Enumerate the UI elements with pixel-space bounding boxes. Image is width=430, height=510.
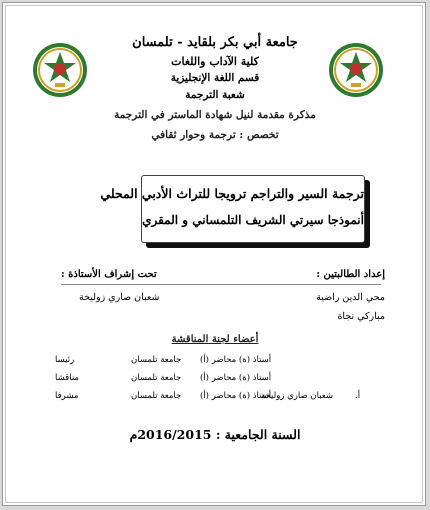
student-name-2: مباركي نجاة bbox=[337, 311, 385, 322]
document-page bbox=[2, 2, 426, 506]
thesis-title-line-2: أنموذجا سيرتي الشريف التلمساني و المقري bbox=[142, 213, 364, 227]
thesis-title-line-1: ترجمة السير والتراجم ترويجا للتراث الأدبي المحلي bbox=[100, 186, 364, 201]
specialty: تخصص : ترجمة وحوار ثقافي bbox=[151, 129, 279, 141]
jury-name: شعبان صاري زوليخة bbox=[261, 391, 333, 401]
jury-row bbox=[3, 391, 427, 405]
jury-title: أعضاء لجنة المناقشة bbox=[171, 334, 259, 345]
university-name: جامعة أبي بكر بلقايد - تلمسان bbox=[132, 35, 298, 50]
faculty-name: كلية الآداب واللغات bbox=[171, 55, 259, 68]
thesis-title-box bbox=[100, 175, 365, 243]
supervisor-label: تحت إشراف الأستاذة : bbox=[61, 269, 157, 280]
jury-row bbox=[3, 373, 427, 387]
jury-role: مناقشا bbox=[55, 373, 79, 383]
student-name-1: محي الدين راضية bbox=[316, 292, 385, 303]
jury-rank: أستاذ (ة) محاضر (أ) bbox=[200, 355, 272, 365]
thesis-type: مذكرة مقدمة لنيل شهادة الماستر في الترجمة bbox=[114, 109, 316, 121]
jury-letter: أ. bbox=[355, 391, 361, 401]
jury-university: جامعة تلمسان bbox=[131, 391, 182, 401]
jury-rank: أستاذ (ة) محاضر (أ) bbox=[200, 391, 272, 401]
separator-line bbox=[61, 284, 381, 285]
jury-row bbox=[3, 355, 427, 369]
supervisor-name: شعبان صاري زوليخة bbox=[79, 292, 160, 303]
jury-role: رئيسا bbox=[55, 355, 75, 365]
jury-role: مشرفا bbox=[55, 391, 79, 401]
academic-year: السنة الجامعية : 2016/2015م bbox=[129, 427, 301, 442]
jury-university: جامعة تلمسان bbox=[131, 373, 182, 383]
jury-university: جامعة تلمسان bbox=[131, 355, 182, 365]
students-label: إعداد الطالبتين : bbox=[316, 269, 385, 280]
section-name: شعبة الترجمة bbox=[185, 89, 245, 101]
jury-rank: أستاذ (ة) محاضر (أ) bbox=[200, 373, 272, 383]
department-name: قسم اللغة الإنجليزية bbox=[170, 72, 260, 84]
